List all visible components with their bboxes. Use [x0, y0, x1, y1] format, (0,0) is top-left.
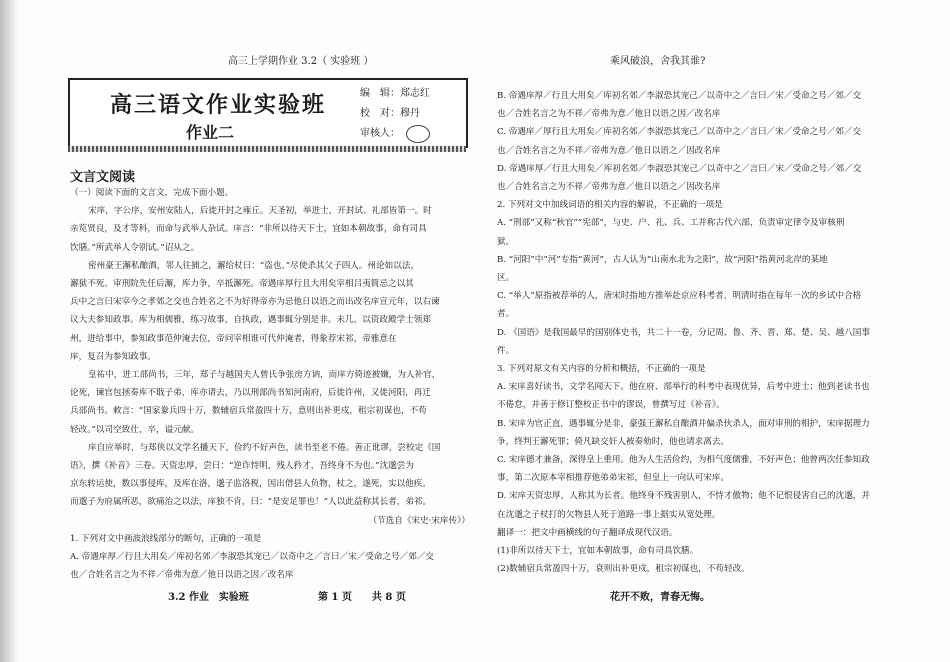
- text-line: 论死，谏官包拯奏库不戢子弟，库亦请去，乃以刑部尚书知河南府，后徙许州，又徙河阳，再迁: [70, 388, 431, 399]
- footer-left: 3.2 作业 实验班: [168, 592, 249, 603]
- text-line: 议大夫参知政事。库为相儒雅，练习故事，自执政，遇事辄分别是非。未几，以资政殿学士领郑: [70, 315, 431, 326]
- option-line: D. 《国语》是我国最早的国别体史书，共二十一卷，分记周、鲁、齐、晋、郑、楚、吴、越八国事: [497, 327, 870, 338]
- question-line: 2. 下列对文中加线词语的相关内容的解说，不正确的一项是: [497, 200, 723, 211]
- text-line: 庠，复召为参知政事。: [70, 351, 156, 362]
- option-line: B. 宋庠为官正直，遇事辄分是非，豪强王澥私自酿酒并偏杀伙杀人，面对审刑的相护，宋庠据理力: [497, 418, 870, 429]
- text-line: 而邈子为府属所恶，欲痛治之以法，庠独不肯，曰：“是安足罪也！”人以此益称其长者，弟祁。: [70, 497, 432, 508]
- text-line: 兵部尚书。敕言：“国家豢兵四十万，数辅宿兵常盈四十万，意则出补更戍，租宗初谋也，不苟: [70, 406, 427, 417]
- option-line: B. 帝遇庠厚／行且大用矣／库初名郊／李淑恐其宠己／以奇中之／言曰／宋／受命之号／郊／交: [497, 91, 862, 101]
- text-line: 京东转运使，数以事侵库，及库在洛，邈子监洛税，因出借县人负物，杖之，遂死，实以他疾。: [70, 479, 431, 490]
- page-subtitle: 作业二: [186, 123, 235, 142]
- reviewer-label: 审核人：: [360, 128, 400, 139]
- translation-item: (2)数辅宿兵常盈四十万，衰则出补更戍，租宗初谋也，不苟轻改。: [497, 564, 750, 575]
- option-line: B. “河阳”中“河”专指“黄河”，古人认为“山南水北为之阳”，故“河阳”指黄河北岸的某地: [497, 254, 828, 265]
- proofreader-line: 校 对：穆丹: [360, 108, 420, 119]
- text-line: 宋庠，字公序，安州安陆人，后徙开封之雍丘。天圣初，举进士，开封试、礼部皆第一。时: [88, 206, 432, 217]
- question-line: 3. 下列对原文有关内容的分析和概括，不正确的一项是: [497, 364, 706, 375]
- option-line: 件。: [497, 345, 515, 356]
- text-line: 亲览贤良，及才等科，而命与武举人杂试。庠言：“非所以待天下士，宜如本朝故事，命有司具: [70, 224, 427, 235]
- option-line: 在沈邈之子杖打的欠物县人死于道路一事上据实从宽处理。: [497, 509, 721, 520]
- page-title: 高三语文作业实验班: [110, 92, 327, 118]
- question-line: 1. 下列对文中画波浪线部分的断句，正确的一项是: [70, 533, 262, 544]
- page-edge-shadow: [0, 0, 18, 662]
- header-left: 高三上学期作业 3.2（ 实验班 ）: [228, 56, 374, 67]
- editor-line: 编 辑：郑志红: [360, 88, 430, 99]
- option-line: 也／合姓名言之为不祥／帝弗为意／他日以语之／因改名庠: [497, 145, 721, 156]
- title-divider-band: [68, 146, 466, 152]
- option-line: 争，终判王澥死罪；倚凡缺交奸人被奏劾时，他也请求离去。: [497, 436, 730, 447]
- option-line: D. 宋庠天资忠厚，人称其为长者。他终身不残害别人，不恃才傲物；他不记恨侵害自己的沈邈，并: [497, 491, 870, 502]
- option-line: 也／合姓名言之为不祥／帝弗为意／他日以语之因／改名庠: [70, 570, 294, 581]
- option-line: C. 帝遇庠／厚行且大用矣／库初名郊／李淑恐其宠己／以奇中之／言曰／宋／受命之号／郊／交: [497, 127, 862, 138]
- text-line: 皇祐中，进工部尚书，三年，郑子与越国夫人曾氏争张房方讷，而庠方倚迹被嫌，为人补官，: [88, 370, 441, 381]
- reviewer-line: [360, 124, 430, 143]
- right-column: [497, 87, 897, 578]
- option-line: 事，第二次原本宰相推荐他弟弟宋祁，但皇上一向认可宋庠。: [497, 473, 730, 484]
- option-line: 也／合姓名言之为不祥／帝弗为意／他日以语之／因改名庠: [497, 182, 721, 193]
- page-number: 第 1 页 共 8 页: [318, 592, 406, 603]
- option-line: A. “刑部”又称“秋官”“宪部”，与史、户、礼、兵、工并称古代六部，负责审定律令及审核刑: [497, 218, 845, 229]
- option-line: C. “举人”原指被荐举的人，唐宋时指地方推举赴京应科考者，明清时指在每年一次的乡试中合格: [497, 291, 862, 302]
- left-column: [70, 184, 470, 584]
- text-line: （一）阅读下面的文言文，完成下面小题。: [70, 188, 234, 198]
- option-line: 狱。: [497, 236, 515, 247]
- text-line: 轻改。”以司空致仕，卒，谥元献。: [70, 424, 200, 435]
- editor-info-box: [350, 78, 468, 148]
- option-line: A. 帝遇庠厚／行且大用矣／库初名郊／李淑恐其宠已／以奇中之／言曰／宋／受命之号／郊／交: [70, 552, 435, 563]
- text-line: 饮膳。”所武举人令别试。”诏从之。: [70, 242, 200, 253]
- section-heading: 文言文阅读: [70, 170, 136, 185]
- option-line: 也／合姓名言之为不祥／帝弗为意／他日以语之因／改名庠: [497, 109, 721, 120]
- footer-right: 花开不败，青春无悔。: [610, 592, 710, 603]
- text-line: 兵中之言曰宋宰今之孝郊之交也合姓名之不为好得帝亦为忌他日以语之而出改名庠宣元年，以右谏: [70, 297, 440, 308]
- option-line: D. 帝遇庠厚／行且大用矣／库初名郊／李淑恐其宠己／以奇中之／言曰／宋／受命之号／郊／交: [497, 163, 862, 174]
- text-line: 州，进给事中，参知政事范仲淹去位，帝问宰相谁可代仲淹者，得象荐宋祁，帝雅意在: [70, 333, 397, 344]
- signature-mark: [406, 125, 430, 143]
- question-line: 翻译一：把文中画横线的句子翻译成现代汉语。: [497, 527, 678, 538]
- text-line: 语》，撰《补音》三卷。天资忠厚，尝曰：“逆诈恃明，残人矜才，吾终身不为也。”沈邈尝为: [70, 461, 414, 472]
- option-line: 区。: [497, 273, 515, 284]
- translation-item: (1)非所以待天下士，宜如本朝故事，命有司具饮膳。: [497, 546, 699, 557]
- text-line: 庠自应举时，与郑侠以文学名播天下，俭约不好声色，读书至老不倦。善正讹谬，尝校定《国: [88, 442, 441, 453]
- option-line: A. 宋庠喜好读书，文学名闻天下。他在府、部举行的科考中表现优异，后考中进士；他到老读书也: [497, 382, 870, 393]
- option-line: 者。: [497, 309, 515, 320]
- option-line: C. 宋庠德才兼备，深得皇上重用。他为人生活俭约，为相气度儒雅，不好声色；他曾两次任参知政: [497, 455, 870, 466]
- option-line: 不倦怠，并善于修订整校正书中的谬误，曾撰写过《补音》。: [497, 400, 725, 411]
- text-line: 澥狱不死。审刑院先任后澥，库力争，卒抵澥死。帝遇庠厚行且大用矣宰相吕夷简忌之以其: [70, 279, 414, 290]
- source-citation: （节选自《宋史·宋庠传》）: [368, 515, 470, 526]
- header-right: 乘风破浪，舍我其谁?: [610, 56, 706, 67]
- text-line: 密州豪王澥私酿酒，邻人往捕之，澥给杖曰：“盗也。”尽使杀其父子四人。州论如以法，: [88, 260, 420, 271]
- title-box: [68, 78, 354, 148]
